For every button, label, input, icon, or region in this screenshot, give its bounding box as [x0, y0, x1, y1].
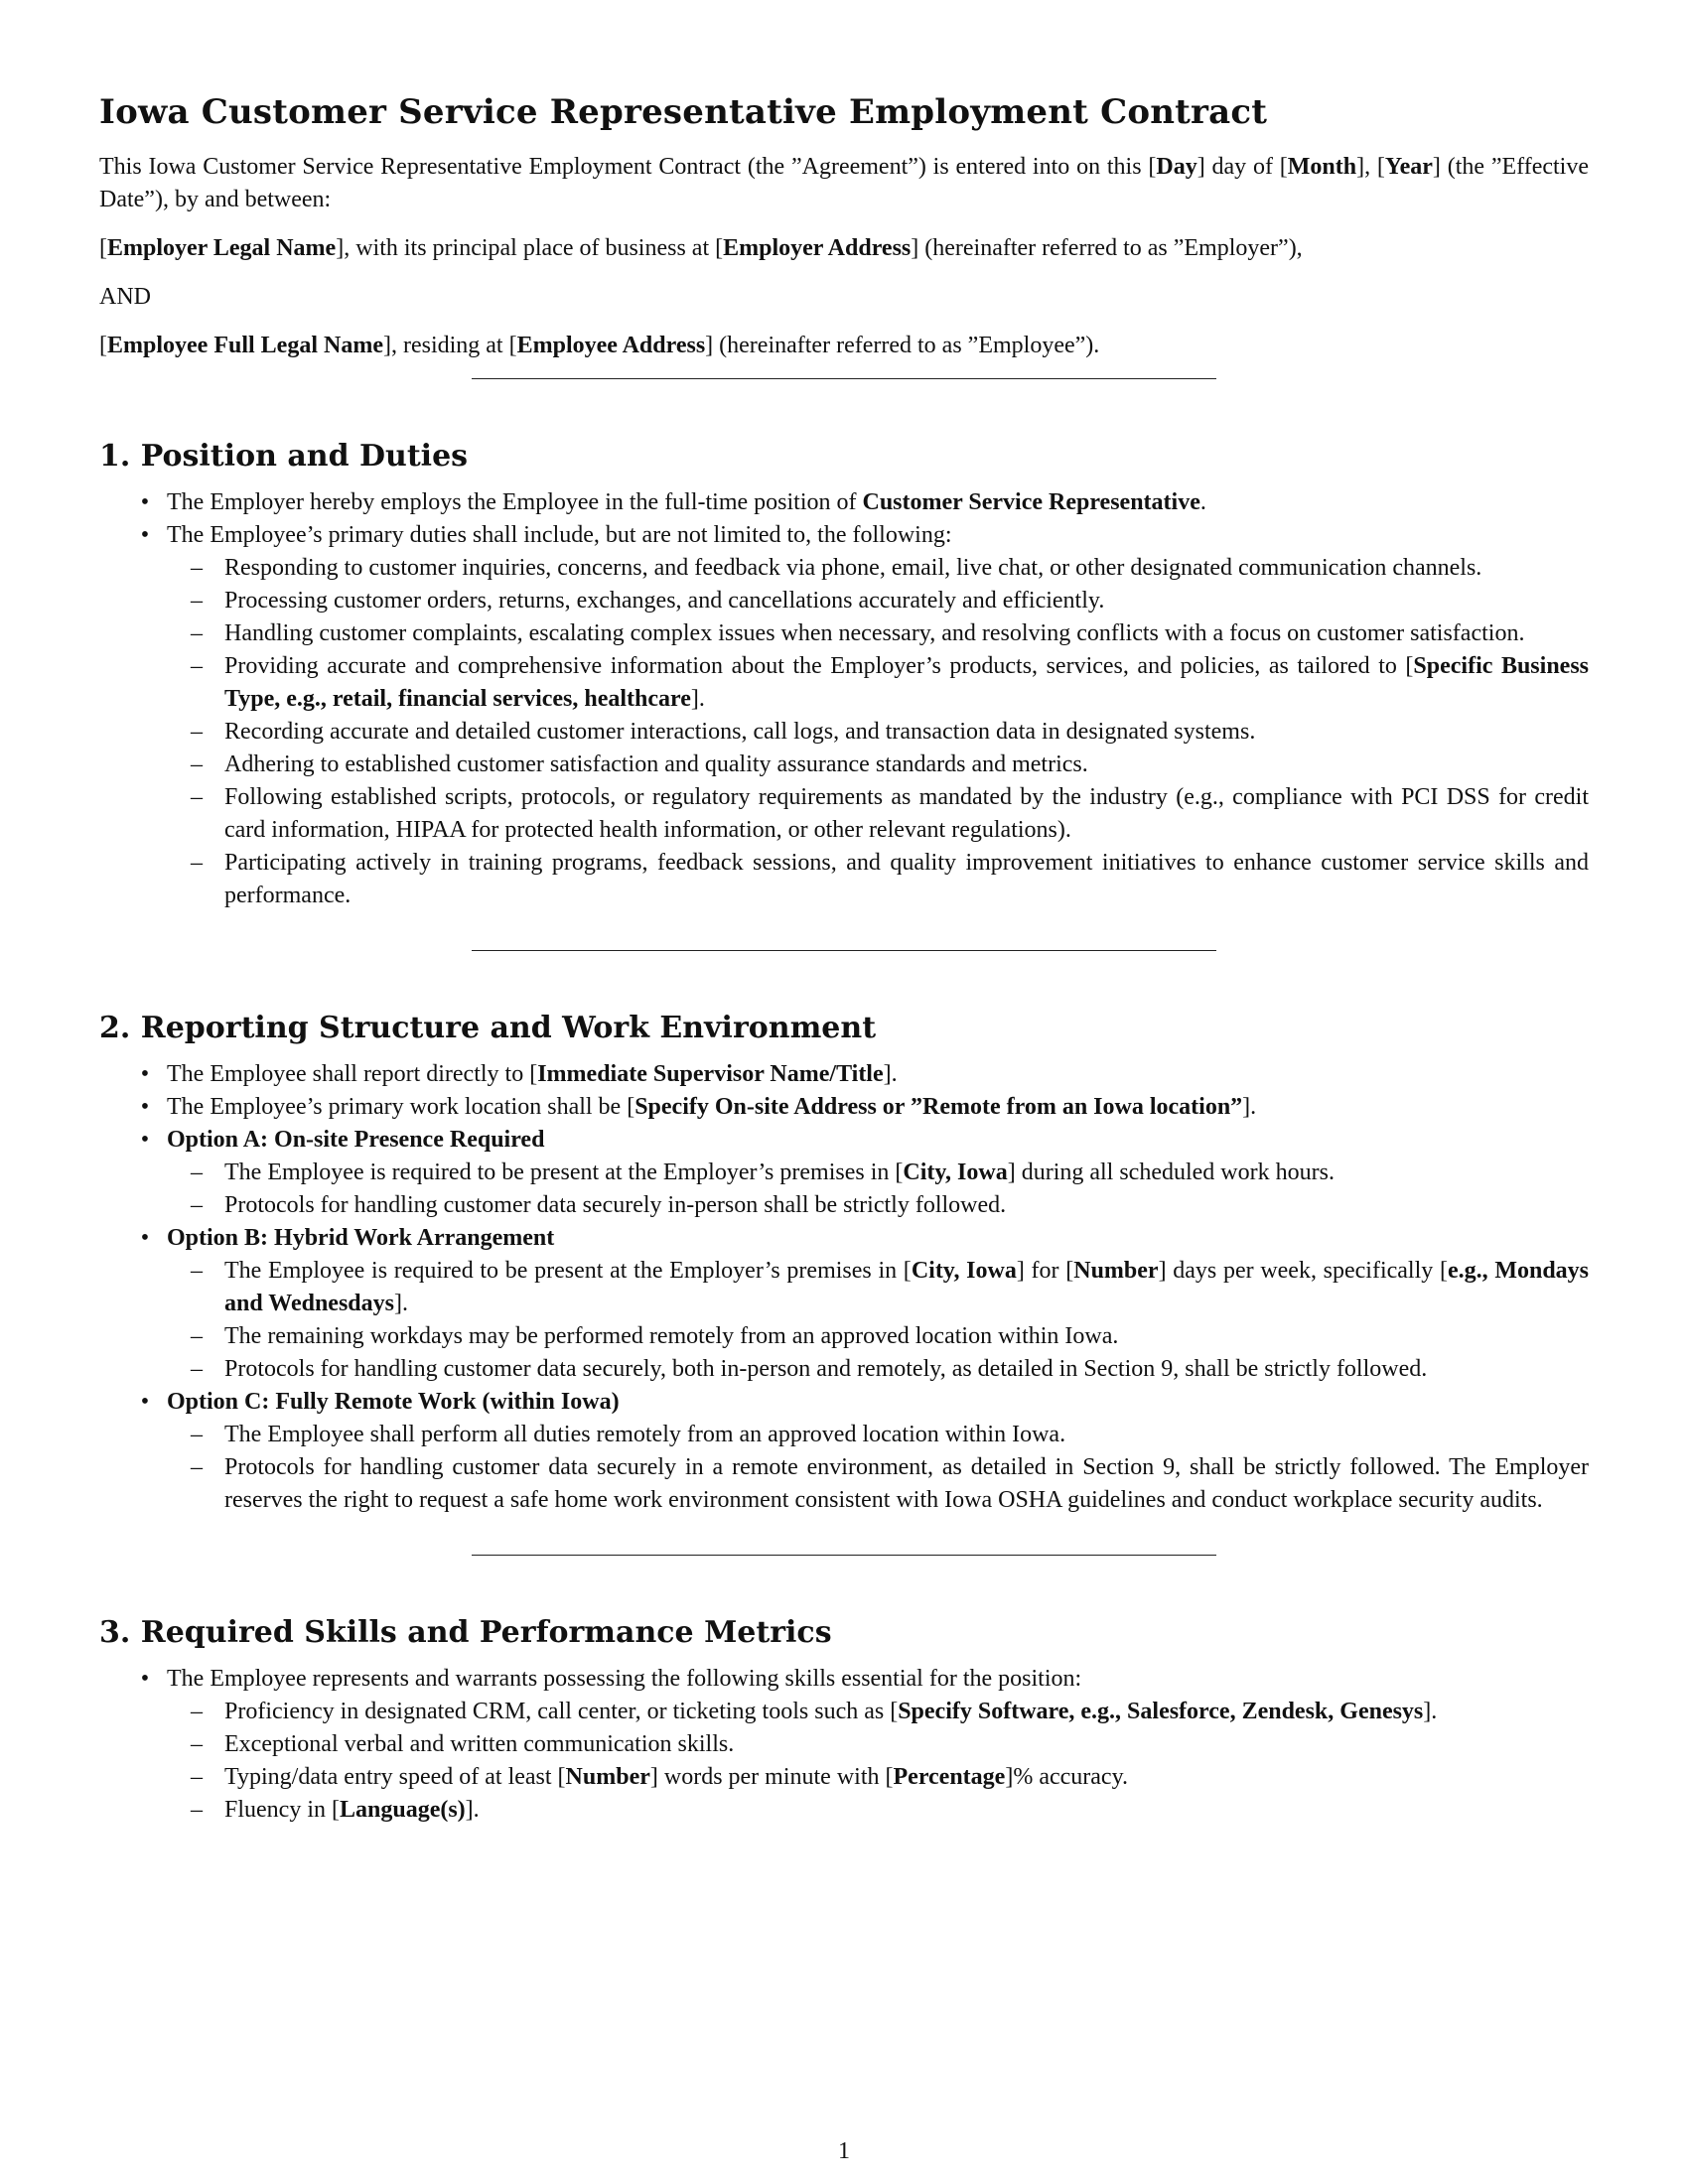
sub-list-item — [163, 781, 1589, 847]
sub-list — [167, 1157, 1589, 1222]
list-item — [99, 1091, 1589, 1124]
text-run: ] words per minute with [ — [649, 1764, 894, 1790]
list-item — [99, 1386, 1589, 1517]
sub-list-item — [163, 1419, 1589, 1451]
section-heading: 3. Required Skills and Performance Metrics — [99, 1615, 832, 1650]
sections-container — [99, 378, 1589, 1827]
dash-icon: – — [191, 850, 203, 876]
text-run: Proficiency in designated CRM, call center, or ticketing tools such as [ — [224, 1699, 899, 1724]
placeholder-employer-address: Employer Address — [723, 235, 912, 261]
list-item — [99, 1124, 1589, 1222]
dash-icon: – — [191, 1454, 203, 1480]
bold-placeholder: Number — [1073, 1258, 1159, 1284]
bullet-icon: • — [140, 1094, 150, 1120]
list-item — [99, 1222, 1589, 1386]
sub-list-item — [163, 1728, 1589, 1761]
list-item — [99, 519, 1589, 912]
text-run: ]. — [1242, 1094, 1257, 1120]
placeholder-employee-name: Employee Full Legal Name — [107, 333, 383, 358]
bold-placeholder: Number — [565, 1764, 650, 1790]
text-run: ], with its principal place of business at [ — [336, 235, 724, 261]
text-run: Providing accurate and comprehensive information about the Employer’s products, services, and policies, as tailored to [ — [224, 653, 1414, 679]
sub-list — [167, 1255, 1589, 1386]
bold-placeholder: Option C: Fully Remote Work (within Iowa) — [167, 1389, 620, 1415]
dash-icon: – — [191, 1797, 203, 1823]
text-run: ]. — [465, 1797, 480, 1823]
sub-list-item — [163, 617, 1589, 650]
text-run: ] (the ”Effective Date”), by and between: — [99, 154, 1589, 212]
sub-list — [167, 552, 1589, 912]
and-line: AND — [99, 284, 151, 310]
text-run: ]. — [393, 1291, 408, 1316]
sub-list-item — [163, 716, 1589, 749]
text-run: ]. — [1423, 1699, 1438, 1724]
dash-icon: – — [191, 555, 203, 581]
placeholder-month: Month — [1287, 154, 1357, 180]
text-run: The Employee represents and warrants possessing the following skills essential for the position: — [167, 1666, 1082, 1692]
text-run: Adhering to established customer satisfaction and quality assurance standards and metrics. — [224, 751, 1088, 777]
bullet-icon: • — [140, 1061, 150, 1087]
sub-list-item — [163, 585, 1589, 617]
sub-list-item — [163, 1353, 1589, 1386]
dash-icon: – — [191, 784, 203, 810]
bullet-icon: • — [140, 1389, 150, 1415]
document-title: Iowa Customer Service Representative Employment Contract — [99, 92, 1268, 132]
horizontal-rule — [472, 950, 1216, 951]
bold-placeholder: City, Iowa — [903, 1160, 1008, 1185]
bold-placeholder: Specify Software, e.g., Salesforce, Zendesk, Genesys — [898, 1699, 1424, 1724]
sub-list-item — [163, 1189, 1589, 1222]
text-run: The Employee shall perform all duties remotely from an approved location within Iowa. — [224, 1422, 1066, 1447]
text-run: ], [ — [1356, 154, 1385, 180]
intro-paragraph — [99, 151, 1589, 216]
text-run: Recording accurate and detailed customer interactions, call logs, and transaction data in designated systems. — [224, 719, 1256, 745]
text-run: Following established scripts, protocols, or regulatory requirements as mandated by the industry (e.g., compliance with PCI DSS for credit card information, HIPAA for protected health information, or other relevant regulations). — [224, 784, 1589, 843]
text-run: ] (hereinafter referred to as ”Employee”). — [705, 333, 1100, 358]
sub-list — [167, 1419, 1589, 1517]
text-run: The Employer hereby employs the Employee in the full-time position of — [167, 489, 863, 515]
text-run: [ — [99, 333, 107, 358]
bullet-list — [99, 1058, 1589, 1517]
bullet-icon: • — [140, 1127, 150, 1153]
text-run: Participating actively in training programs, feedback sessions, and quality improvement initiatives to enhance customer service skills and performance. — [224, 850, 1589, 908]
horizontal-rule — [472, 378, 1216, 379]
bullet-icon: • — [140, 489, 150, 515]
sub-list-item — [163, 1320, 1589, 1353]
text-run: ], residing at [ — [382, 333, 517, 358]
section-heading: 2. Reporting Structure and Work Environment — [99, 1011, 877, 1045]
bold-placeholder: Immediate Supervisor Name/Title — [537, 1061, 884, 1087]
bold-placeholder: Language(s) — [339, 1797, 466, 1823]
sub-list-item — [163, 650, 1589, 716]
bullet-icon: • — [140, 1225, 150, 1251]
dash-icon: – — [191, 1192, 203, 1218]
bold-placeholder: Percentage — [893, 1764, 1006, 1790]
text-run: Protocols for handling customer data securely in a remote environment, as detailed in Section 9, shall be strictly followed. The Employer reserves the right to request a safe home work environment consistent with Iowa OSHA guidelines and conduct workplace security audits. — [224, 1454, 1589, 1513]
text-run: The Employee shall report directly to [ — [167, 1061, 538, 1087]
text-run: ]% accuracy. — [1005, 1764, 1129, 1790]
dash-icon: – — [191, 588, 203, 614]
section-heading: 1. Position and Duties — [99, 439, 469, 474]
bold-placeholder: City, Iowa — [911, 1258, 1017, 1284]
text-run: Protocols for handling customer data securely, both in-person and remotely, as detailed in Section 9, shall be strictly followed. — [224, 1356, 1428, 1382]
dash-icon: – — [191, 1356, 203, 1382]
dash-icon: – — [191, 1258, 203, 1284]
text-run: The Employee’s primary work location shall be [ — [167, 1094, 635, 1120]
text-run: ] (hereinafter referred to as ”Employer”), — [911, 235, 1303, 261]
bold-placeholder: Specific Business Type, e.g., retail, financial services, healthcare — [224, 653, 1589, 712]
text-run: ] during all scheduled work hours. — [1007, 1160, 1335, 1185]
text-run: Fluency in [ — [224, 1797, 340, 1823]
text-run: Protocols for handling customer data securely in-person shall be strictly followed. — [224, 1192, 1007, 1218]
sub-list-item — [163, 749, 1589, 781]
text-run: Handling customer complaints, escalating complex issues when necessary, and resolving conflicts with a focus on customer satisfaction. — [224, 620, 1525, 646]
sub-list-item — [163, 1157, 1589, 1189]
section-divider — [99, 950, 1589, 951]
bold-placeholder: Specify On-site Address or ”Remote from an Iowa location” — [634, 1094, 1243, 1120]
page-number: 1 — [838, 2138, 850, 2164]
list-item — [99, 1058, 1589, 1091]
text-run: ] days per week, specifically [ — [1158, 1258, 1448, 1284]
placeholder-day: Day — [1156, 154, 1197, 180]
sub-list-item — [163, 1794, 1589, 1827]
sub-list-item — [163, 552, 1589, 585]
bullet-icon: • — [140, 1666, 150, 1692]
section-divider — [99, 378, 1589, 379]
bullet-list — [99, 486, 1589, 912]
sub-list-item — [163, 1451, 1589, 1517]
employer-paragraph — [99, 232, 1589, 265]
placeholder-year: Year — [1384, 154, 1433, 180]
bold-placeholder: Customer Service Representative — [862, 489, 1200, 515]
text-run: The Employee’s primary duties shall include, but are not limited to, the following: — [167, 522, 952, 548]
placeholder-employer-name: Employer Legal Name — [107, 235, 337, 261]
text-run: ] day of [ — [1196, 154, 1288, 180]
list-item — [99, 1663, 1589, 1827]
text-run: The remaining workdays may be performed remotely from an approved location within Iowa. — [224, 1323, 1119, 1349]
bold-placeholder: e.g., Mondays and Wednesdays — [224, 1258, 1590, 1316]
text-run: Typing/data entry speed of at least [ — [224, 1764, 566, 1790]
bullet-icon: • — [140, 522, 150, 548]
dash-icon: – — [191, 653, 203, 679]
dash-icon: – — [191, 719, 203, 745]
sub-list-item — [163, 1761, 1589, 1794]
text-run: ]. — [690, 686, 705, 712]
placeholder-employee-address: Employee Address — [516, 333, 706, 358]
text-run: The Employee is required to be present at the Employer’s premises in [ — [224, 1258, 912, 1284]
document-page — [99, 87, 1589, 1827]
sub-list-item — [163, 1255, 1589, 1320]
dash-icon: – — [191, 751, 203, 777]
text-run: [ — [99, 235, 107, 261]
text-run: . — [1199, 489, 1206, 515]
dash-icon: – — [191, 1160, 203, 1185]
text-run: Responding to customer inquiries, concerns, and feedback via phone, email, live chat, or other designated communication channels. — [224, 555, 1482, 581]
text-run: This Iowa Customer Service Representative Employment Contract (the ”Agreement”) is entered into on this [ — [99, 154, 1157, 180]
sub-list-item — [163, 847, 1589, 912]
section-divider — [99, 1555, 1589, 1556]
text-run: ] for [ — [1016, 1258, 1074, 1284]
dash-icon: – — [191, 1699, 203, 1724]
text-run: Exceptional verbal and written communication skills. — [224, 1731, 735, 1757]
text-run: The Employee is required to be present at the Employer’s premises in [ — [224, 1160, 904, 1185]
bullet-list — [99, 1663, 1589, 1827]
list-item — [99, 486, 1589, 519]
dash-icon: – — [191, 1422, 203, 1447]
text-run: ]. — [883, 1061, 898, 1087]
sub-list — [167, 1696, 1589, 1827]
dash-icon: – — [191, 1323, 203, 1349]
dash-icon: – — [191, 620, 203, 646]
sub-list-item — [163, 1696, 1589, 1728]
bold-placeholder: Option B: Hybrid Work Arrangement — [167, 1225, 555, 1251]
employee-paragraph — [99, 330, 1589, 362]
dash-icon: – — [191, 1764, 203, 1790]
dash-icon: – — [191, 1731, 203, 1757]
text-run: Processing customer orders, returns, exchanges, and cancellations accurately and efficiently. — [224, 588, 1105, 614]
bold-placeholder: Option A: On-site Presence Required — [167, 1127, 545, 1153]
horizontal-rule — [472, 1555, 1216, 1556]
